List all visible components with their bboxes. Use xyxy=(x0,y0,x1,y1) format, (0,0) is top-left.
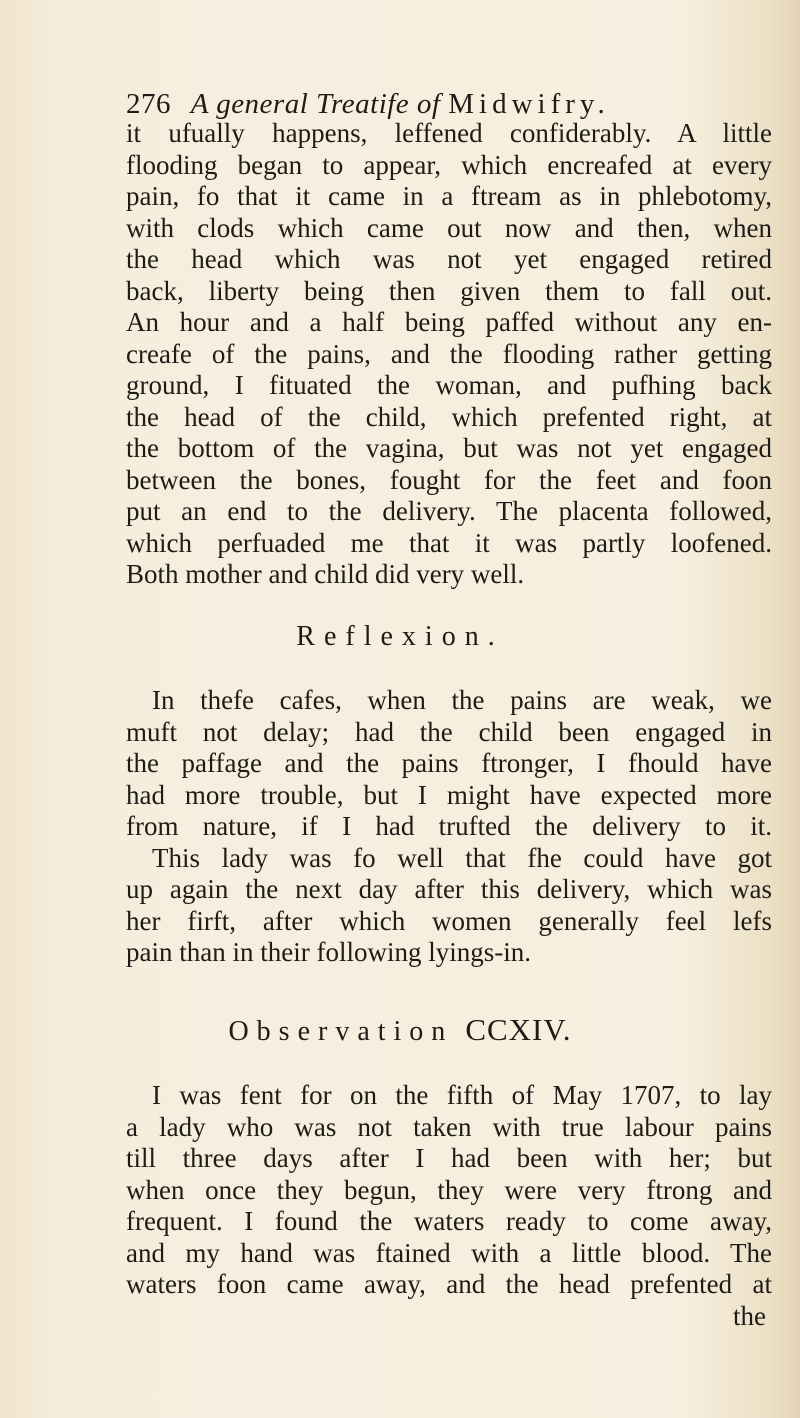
text-line: In thefe cafes, when the pains are weak, we xyxy=(152,685,772,715)
observation-heading xyxy=(0,1012,800,1048)
running-subject: Midwifry. xyxy=(448,88,610,120)
text-line: An hour and a half being paffed without any en- xyxy=(126,307,772,337)
text-line: pain than in their following lyings-in. xyxy=(126,937,531,967)
observation-number: CCXIV. xyxy=(465,1012,572,1047)
paragraph-case-narrative xyxy=(126,118,772,591)
text-line: muft not delay; had the child been engaged in xyxy=(126,716,772,747)
paragraph-reflexion xyxy=(126,685,772,969)
text-line: back, liberty being then given them to fall out. xyxy=(126,275,772,306)
text-line: the head of the child, which prefented right, at xyxy=(126,401,772,432)
text-line: her firft, after which women generally feel lefs xyxy=(126,905,772,936)
text-line: I was fent for on the fifth of May 1707, to lay xyxy=(152,1080,772,1110)
text-line: between the bones, fought for the feet and foon xyxy=(126,464,772,495)
text-line: waters foon came away, and the head prefented at xyxy=(126,1269,772,1299)
text-line: it ufually happens, leffened confiderably. A little xyxy=(126,118,772,148)
running-header xyxy=(126,88,786,121)
page-number: 276 xyxy=(126,88,171,120)
text-line: creafe of the pains, and the flooding rather getting xyxy=(126,338,772,369)
text-line: up again the next day after this delivery, which was xyxy=(126,874,772,904)
text-line: and my hand was ftained with a little blood. The xyxy=(126,1237,772,1268)
text-line: frequent. I found the waters ready to come away, xyxy=(126,1206,772,1236)
paragraph-observation xyxy=(126,1080,772,1332)
text-line: till three days after I had been with her; but xyxy=(126,1143,772,1173)
text-line: ground, I fituated the woman, and pufhing back xyxy=(126,370,772,400)
text-line: the head which was not yet engaged retired xyxy=(126,244,772,274)
text-line: had more trouble, but I might have expected more xyxy=(126,779,772,810)
text-line: This lady was fo well that fhe could have got xyxy=(152,842,772,873)
text-line: flooding began to appear, which encreafed at every xyxy=(126,149,772,180)
text-line: when once they begun, they were very ftrong and xyxy=(126,1174,772,1205)
reflexion-heading: Reflexion. xyxy=(296,621,504,652)
text-line: from nature, if I had trufted the delivery to it. xyxy=(126,811,772,841)
text-line: the paffage and the pains ftronger, I fhould have xyxy=(126,748,772,778)
text-line: put an end to the delivery. The placenta followed, xyxy=(126,496,772,526)
observation-word: Observation xyxy=(228,1016,454,1047)
text-line: the bottom of the vagina, but was not yet engaged xyxy=(126,433,772,463)
running-title: A general Treatife of xyxy=(190,88,441,120)
text-line: Both mother and child did very well. xyxy=(126,559,525,589)
text-line: a lady who was not taken with true labour pains xyxy=(126,1111,772,1142)
text-line: with clods which came out now and then, when xyxy=(126,212,772,243)
text-line: pain, fo that it came in a ftream as in phlebotomy, xyxy=(126,181,772,211)
text-line: which perfuaded me that it was partly loofened. xyxy=(126,527,772,558)
catchword: the xyxy=(733,1300,766,1331)
